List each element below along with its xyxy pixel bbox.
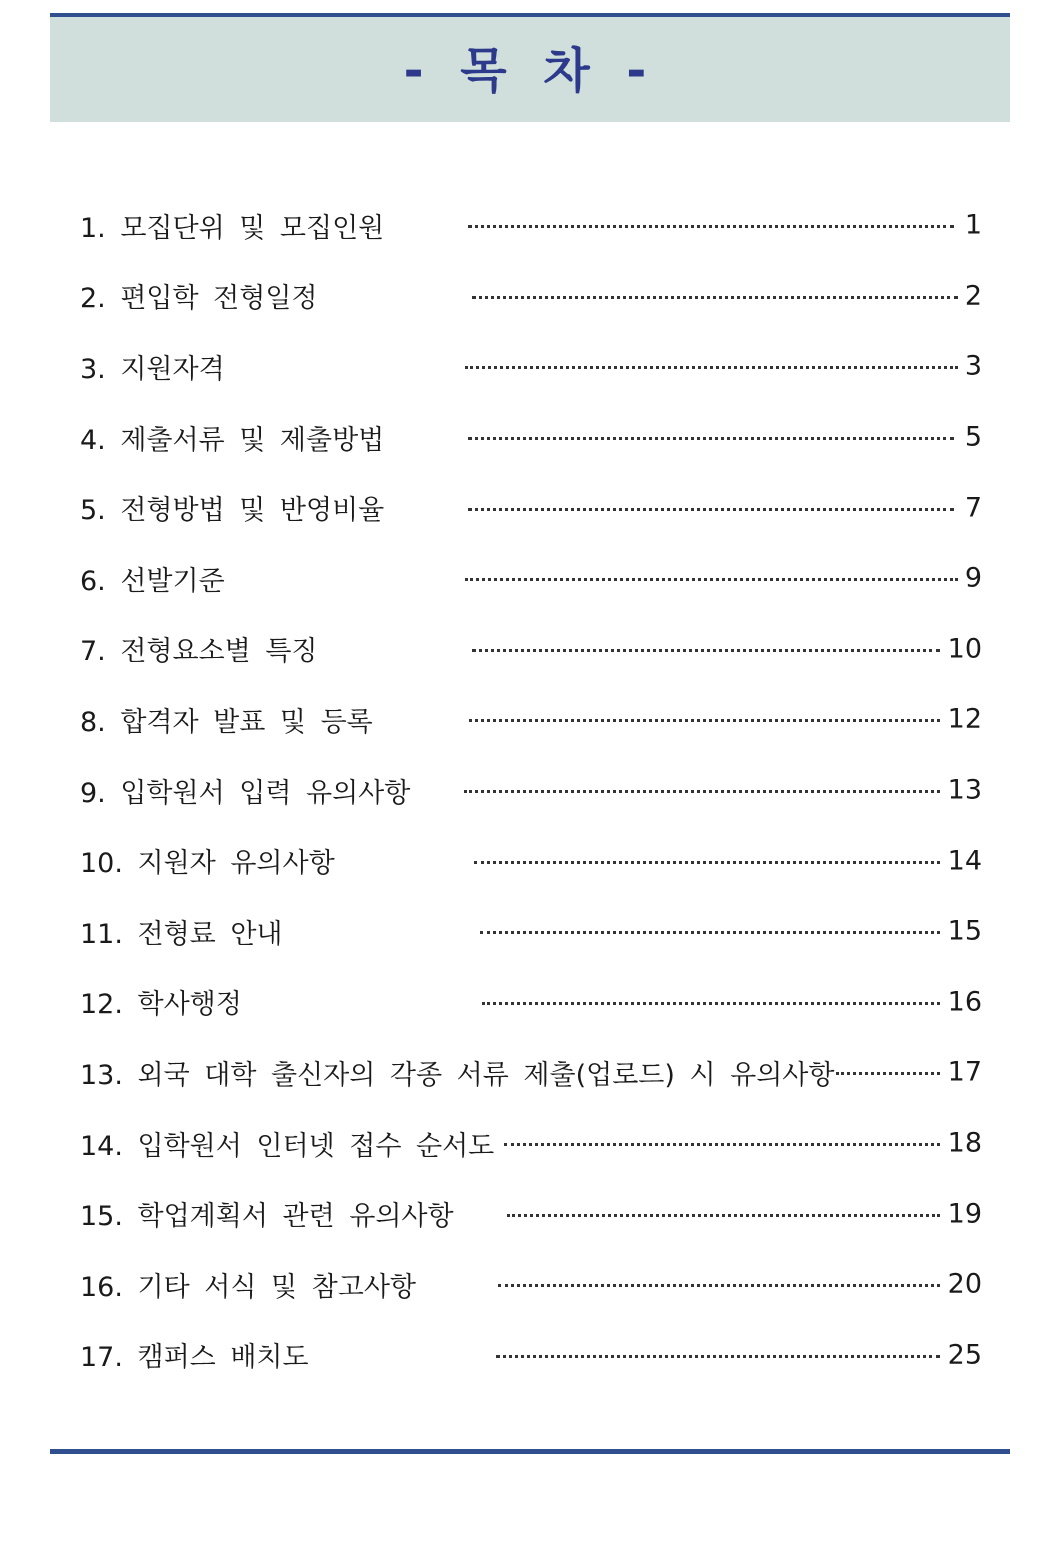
toc-item-4[interactable] (80, 402, 982, 473)
toc-page-number: 7 (964, 492, 982, 524)
toc-item-label: 6. 선발기준 (80, 565, 225, 597)
toc-page-number: 5 (964, 421, 982, 453)
toc-item-13[interactable] (80, 1037, 982, 1108)
dot-leader (482, 1002, 940, 1005)
toc-page-number: 16 (947, 986, 982, 1018)
dot-leader (496, 1355, 940, 1358)
dot-leader (474, 861, 940, 864)
toc-item-label: 1. 모집단위 및 모집인원 (80, 212, 385, 244)
toc-item-14[interactable] (80, 1108, 982, 1179)
toc-item-17[interactable] (80, 1320, 982, 1391)
dot-leader (498, 1284, 940, 1287)
toc-item-label: 9. 입학원서 입력 유의사항 (80, 777, 411, 809)
toc-item-label: 16. 기타 서식 및 참고사항 (80, 1271, 417, 1303)
toc-item-6[interactable] (80, 543, 982, 614)
toc-item-8[interactable] (80, 684, 982, 755)
dot-leader (464, 790, 940, 793)
toc-page-number: 17 (947, 1056, 982, 1088)
dot-leader (472, 296, 958, 299)
dot-leader (468, 508, 954, 511)
toc-item-label: 8. 합격자 발표 및 등록 (80, 706, 373, 738)
dot-leader (468, 225, 954, 228)
toc-item-9[interactable] (80, 755, 982, 826)
toc-item-label: 3. 지원자격 (80, 353, 225, 385)
toc-item-label: 17. 캠퍼스 배치도 (80, 1342, 309, 1374)
toc-page-number: 1 (964, 209, 982, 241)
page-title: - 목 차 - (403, 43, 657, 99)
toc-item-15[interactable] (80, 1178, 982, 1249)
toc-item-label: 2. 편입학 전형일정 (80, 283, 318, 315)
toc-item-label: 11. 전형료 안내 (80, 918, 283, 950)
dot-leader (480, 931, 940, 934)
toc-page-number: 9 (964, 562, 982, 594)
toc-item-11[interactable] (80, 896, 982, 967)
toc-item-10[interactable] (80, 825, 982, 896)
toc-page-number: 20 (947, 1268, 982, 1300)
toc-item-2[interactable] (80, 261, 982, 332)
toc-page-number: 12 (947, 703, 982, 735)
toc-item-label: 4. 제출서류 및 제출방법 (80, 424, 385, 456)
toc-item-label: 14. 입학원서 인터넷 접수 순서도 (80, 1130, 495, 1162)
toc-item-label: 15. 학업계획서 관련 유의사항 (80, 1201, 454, 1233)
toc-item-label: 10. 지원자 유의사항 (80, 848, 335, 880)
toc-page-number: 14 (947, 845, 982, 877)
toc-page-number: 19 (947, 1198, 982, 1230)
toc-item-5[interactable] (80, 472, 982, 543)
toc-page-number: 25 (947, 1339, 982, 1371)
dot-leader (504, 1143, 940, 1146)
toc-item-label: 5. 전형방법 및 반영비율 (80, 495, 385, 527)
toc-item-label: 13. 외국 대학 출신자의 각종 서류 제출(업로드) 시 유의사항 (80, 1059, 835, 1091)
toc-item-3[interactable] (80, 331, 982, 402)
dot-leader (472, 649, 940, 652)
toc-page-number: 10 (947, 633, 982, 665)
toc-item-label: 12. 학사행정 (80, 989, 242, 1021)
dot-leader (836, 1072, 940, 1075)
toc-item-7[interactable] (80, 614, 982, 685)
toc-page-number: 3 (964, 350, 982, 382)
toc-item-16[interactable] (80, 1249, 982, 1320)
dot-leader (507, 1214, 940, 1217)
toc-item-1[interactable] (80, 190, 982, 261)
bottom-divider (50, 1449, 1010, 1454)
toc-page-number: 2 (964, 280, 982, 312)
table-of-contents (80, 190, 982, 1390)
toc-page-number: 18 (947, 1127, 982, 1159)
dot-leader (468, 437, 954, 440)
dot-leader (469, 719, 940, 722)
dot-leader (465, 366, 958, 369)
toc-item-label: 7. 전형요소별 특징 (80, 636, 318, 668)
title-banner (50, 13, 1010, 122)
toc-page-number: 13 (947, 774, 982, 806)
toc-page-number: 15 (947, 915, 982, 947)
dot-leader (465, 578, 958, 581)
toc-item-12[interactable] (80, 967, 982, 1038)
